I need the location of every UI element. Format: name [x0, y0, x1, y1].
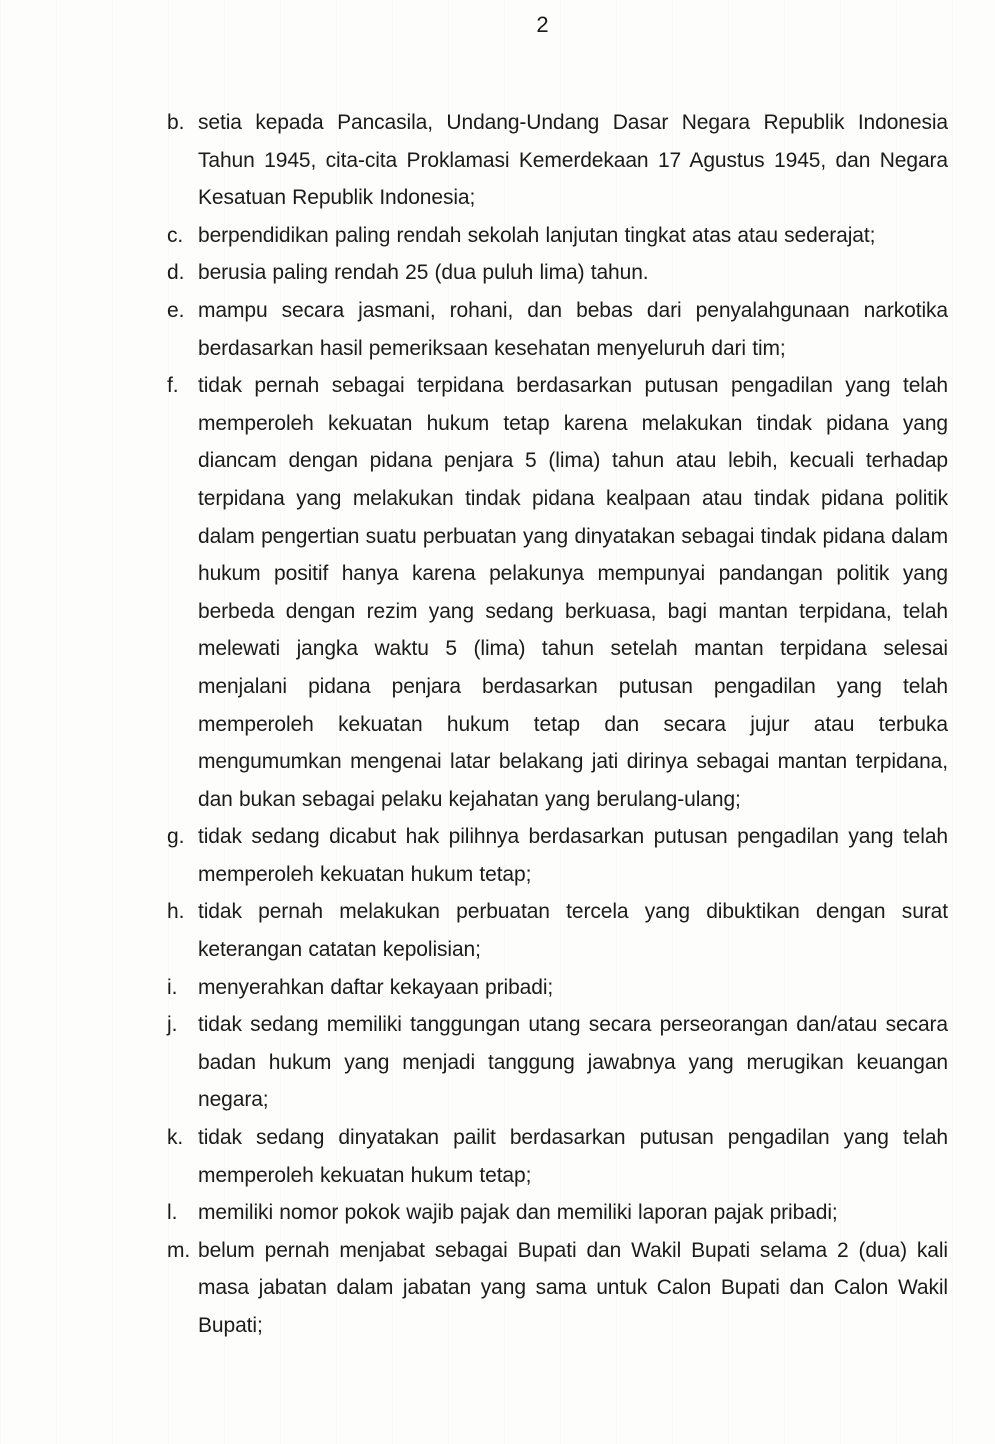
item-letter: c.	[167, 223, 184, 247]
item-text: setia kepada Pancasila, Undang-Undang Dasar Negara Republik Indonesia Tahun 1945, cita-cita Proklamasi Kemerdekaan 17 Agustus 1945, dan Negara Kesatuan Republik Indonesia;	[198, 111, 948, 210]
list-item	[167, 893, 948, 968]
list-item	[167, 1006, 948, 1119]
list-item	[167, 217, 948, 255]
page-number: 2	[536, 12, 549, 37]
item-text: berpendidikan paling rendah sekolah lanjutan tingkat atas atau sederajat;	[198, 223, 876, 247]
item-text: menyerahkan daftar kekayaan pribadi;	[198, 975, 554, 999]
item-letter: f.	[167, 374, 179, 398]
list-item	[167, 292, 948, 367]
item-text: belum pernah menjabat sebagai Bupati dan Wakil Bupati selama 2 (dua) kali masa jabatan dalam jabatan yang sama untuk Calon Bupati dan Calon Wakil Bupati;	[198, 1238, 948, 1337]
list-item	[167, 818, 948, 893]
item-text: tidak sedang dinyatakan pailit berdasarkan putusan pengadilan yang telah memperoleh kekuatan hukum tetap;	[198, 1126, 948, 1187]
item-letter: l.	[167, 1201, 178, 1225]
item-letter: e.	[167, 298, 185, 322]
item-letter: g.	[167, 825, 185, 849]
item-text: tidak pernah melakukan perbuatan tercela yang dibuktikan dengan surat keterangan catatan kepolisian;	[198, 900, 948, 962]
item-letter: k.	[167, 1126, 184, 1150]
item-text: tidak sedang memiliki tanggungan utang secara perseorangan dan/atau secara badan hukum yang menjadi tanggung jawabnya yang merugikan keuangan negara;	[198, 1013, 948, 1112]
item-text: mampu secara jasmani, rohani, dan bebas dari penyalahgunaan narkotika berdasarkan hasil pemeriksaan kesehatan menyeluruh dari tim;	[198, 298, 948, 360]
item-text: memiliki nomor pokok wajib pajak dan memiliki laporan pajak pribadi;	[198, 1201, 838, 1225]
list-item	[167, 1119, 948, 1194]
list-item	[167, 1232, 948, 1345]
item-text: tidak pernah sebagai terpidana berdasarkan putusan pengadilan yang telah memperoleh kekuatan hukum tetap karena melakukan tindak pidana yang diancam dengan pidana penjara 5 (lima) tahun atau lebih, kecuali terhadap terpidana yang melakukan tindak pidana kealpaan atau tindak pidana politik dalam pengertian suatu perbuatan yang dinyatakan sebagai tindak pidana dalam hukum positif hanya karena pelakunya mempunyai pandangan politik yang berbeda dengan rezim yang sedang berkuasa, bagi mantan terpidana, telah melewati jangka waktu 5 (lima) tahun setelah mantan terpidana selesai menjalani pidana penjara berdasarkan putusan pengadilan yang telah memperoleh kekuatan hukum tetap dan secara jujur atau terbuka mengumumkan mengenai latar belakang jati dirinya sebagai mantan terpidana, dan bukan sebagai pelaku kejahatan yang berulang-ulang;	[198, 374, 948, 811]
item-text: berusia paling rendah 25 (dua puluh lima) tahun.	[198, 261, 649, 285]
list-item	[167, 104, 948, 217]
list-item	[167, 969, 948, 1007]
item-letter: j.	[167, 1013, 178, 1037]
item-letter: m.	[167, 1238, 191, 1262]
list-item	[167, 1194, 948, 1232]
item-letter: h.	[167, 900, 185, 924]
item-letter: i.	[167, 975, 178, 999]
item-letter: d.	[167, 261, 185, 285]
item-letter: b.	[167, 111, 185, 134]
requirements-list	[167, 104, 948, 1345]
item-text: tidak sedang dicabut hak pilihnya berdasarkan putusan pengadilan yang telah memperoleh kekuatan hukum tetap;	[198, 825, 948, 886]
list-item	[167, 254, 948, 292]
list-item	[167, 367, 948, 818]
